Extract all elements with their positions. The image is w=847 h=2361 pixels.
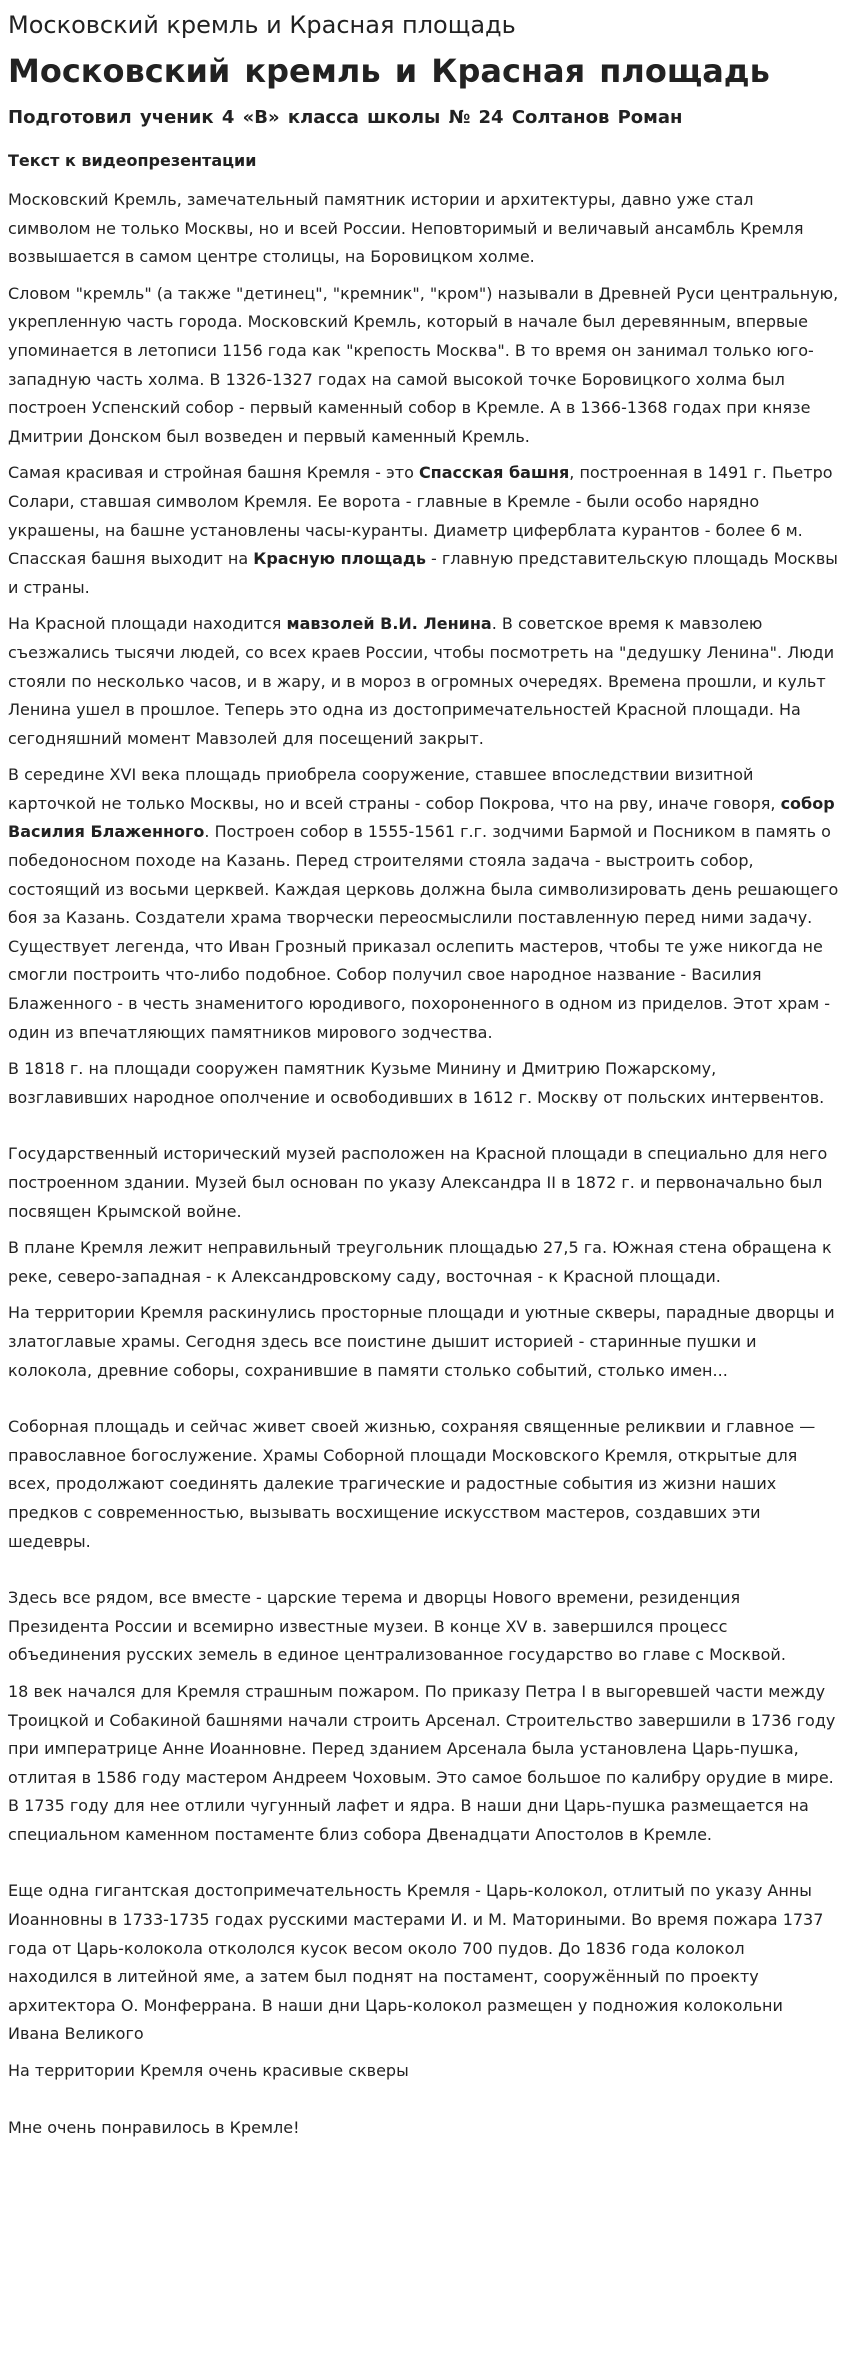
text-span: . В советское время к мавзолею съезжались тысячи людей, со всех краев России, чтобы посмотреть на "дедушку Ленина". Люди стояли по несколько часов, и в жару, и в мороз в огромных очередях. Времена прошли, и культ Ленина ушел в прошлое. Теперь это одна из достопримечательностей Красной площади. На сегодняшний момент Мавзолей для посещений закрыт. (8, 614, 835, 748)
paragraph: Мне очень понравилось в Кремле! (8, 2117, 300, 2137)
paragraph (8, 761, 839, 1047)
bold-term-spasskaya: Спасская башня (418, 463, 570, 483)
bold-term-basil-cathedral: собор Василия Блаженного (8, 793, 835, 842)
paragraph: В 1818 г. на площади сооружен памятник Кузьме Минину и Дмитрию Пожарскому, возглавивших народное ополчение и освободивших в 1612 г. Москву от польских интервентов. (8, 1059, 825, 1107)
text-span: В середине XVI века площадь приобрела сооружение, ставшее впоследствии визитной карточкой не только Москвы, но и всей страны - собор Покрова, что на рву, иначе говоря, (8, 765, 781, 813)
paragraph: На территории Кремля раскинулись просторные площади и уютные скверы, парадные дворцы и златоглавые храмы. Сегодня здесь все поистине дышит историей - старинные пушки и колокола, древние соборы, сохранившие в памяти столько событий, столько имен... (8, 1303, 835, 1380)
paragraph: Соборная площадь и сейчас живет своей жизнью, сохраняя священные реликвии и главное — православное богослужение. Храмы Соборной площади Московского Кремля, открытые для всех, продолжают соединять далекие трагические и радостные события из жизни наших предков с современностью, вызывать восхищение искусством мастеров, создавших эти шедевры. (8, 1417, 816, 1551)
text-span: На Красной площади находится (8, 614, 287, 634)
paragraph: 18 век начался для Кремля страшным пожаром. По приказу Петра I в выгоревшей части между Троицкой и Собакиной башнями начали строить Арсенал. Строительство завершили в 1736 году при императрице Анне Иоанновне. Перед зданием Арсенала была установлена Царь-пушка, отлитая в 1586 году мастером Андреем Чоховым. Это самое большое по калибру орудие в мире. В 1735 году для нее отлили чугунный лафет и ядра. В наши дни Царь-пушка размещается на специальном каменном постаменте близ собора Двенадцати Апостолов в Кремле. (8, 1681, 836, 1844)
text-span: , построенная в 1491 г. Пьетро Солари, ставшая символом Кремля. Ее ворота - главные в Кремле - были особо нарядно украшены, на башне установлены часы-куранты. Диаметр циферблата курантов - более 6 м. Спасская башня выходит на (8, 463, 833, 569)
page-title: Московский кремль и Красная площадь (8, 52, 770, 90)
paragraph: Государственный исторический музей расположен на Красной площади в специально для него построенном здании. Музей был основан по указу Александра II в 1872 г. и первоначально был посвящен Крымской войне. (8, 1144, 828, 1221)
paragraph: Московский Кремль, замечательный памятник истории и архитектуры, давно уже стал символом не только Москвы, но и всей России. Неповторимый и величавый ансамбль Кремля возвышается в самом центре столицы, на Боровицком холме. (8, 190, 804, 267)
bold-term-red-square: Красную площадь (253, 549, 426, 569)
paragraph: На территории Кремля очень красивые скверы (8, 2061, 409, 2081)
site-title: Московский кремль и Красная площадь (8, 11, 516, 39)
text-span: Самая красивая и стройная башня Кремля - это (8, 463, 419, 483)
paragraph: В плане Кремля лежит неправильный треугольник площадью 27,5 га. Южная стена обращена к реке, северо-западная - к Александровскому саду, восточная - к Красной площади. (8, 1238, 832, 1286)
paragraph (8, 459, 839, 602)
text-span: . Построен собор в 1555-1561 г.г. зодчими Бармой и Посником в память о победоносном походе на Казань. Перед строителями стояла задача - выстроить собор, состоящий из восьми церквей. Каждая церковь должна была символизировать день решающего боя за Казань. Создатели храма творчески переосмыслили поставленную перед ними задачу. Существует легенда, что Иван Грозный приказал ослепить мастеров, чтобы те уже никогда не смогли построить что-либо подобное. Собор получил свое народное название - Василия Блаженного - в честь знаменитого юродивого, похороненного в одном из приделов. Этот храм - один из впечатляющих памятников мирового зодчества. (8, 822, 839, 1042)
paragraph: Здесь все рядом, все вместе - царские терема и дворцы Нового времени, резиденция Президента России и всемирно известные музеи. В конце XV в. завершился процесс объединения русских земель в единое централизованное государство во главе с Москвой. (8, 1588, 786, 1665)
author-line: Подготовил ученик 4 «В» класса школы № 24 Солтанов Роман (8, 107, 683, 128)
bold-term-mausoleum: мавзолей В.И. Ленина (286, 614, 492, 634)
section-label: Текст к видеопрезентации (8, 151, 257, 170)
text-span: - главную представительскую площадь Москвы и страны. (8, 549, 838, 597)
paragraph (8, 610, 839, 753)
paragraph: Словом "кремль" (а также "детинец", "кремник", "кром") называли в Древней Руси центральную, укрепленную часть города. Московский Кремль, который в начале был деревянным, впервые упоминается в летописи 1156 года как "крепость Москва". В то время он занимал только юго-западную часть холма. В 1326-1327 годах на самой высокой точке Боровицкого холма был построен Успенский собор - первый каменный собор в Кремле. А в 1366-1368 годах при князе Дмитрии Донском был возведен и первый каменный Кремль. (8, 283, 839, 446)
paragraph: Еще одна гигантская достопримечательность Кремля - Царь-колокол, отлитый по указу Анны Иоанновны в 1733-1735 годах русскими мастерами И. и М. Маториными. Во время пожара 1737 года от Царь-колокола откололся кусок весом около 700 пудов. До 1836 года колокол находился в литейной яме, а затем был поднят на постамент, сооружённый по проекту архитектора О. Монферрана. В наши дни Царь-колокол размещен у подножия колокольни Ивана Великого (8, 1881, 824, 2044)
